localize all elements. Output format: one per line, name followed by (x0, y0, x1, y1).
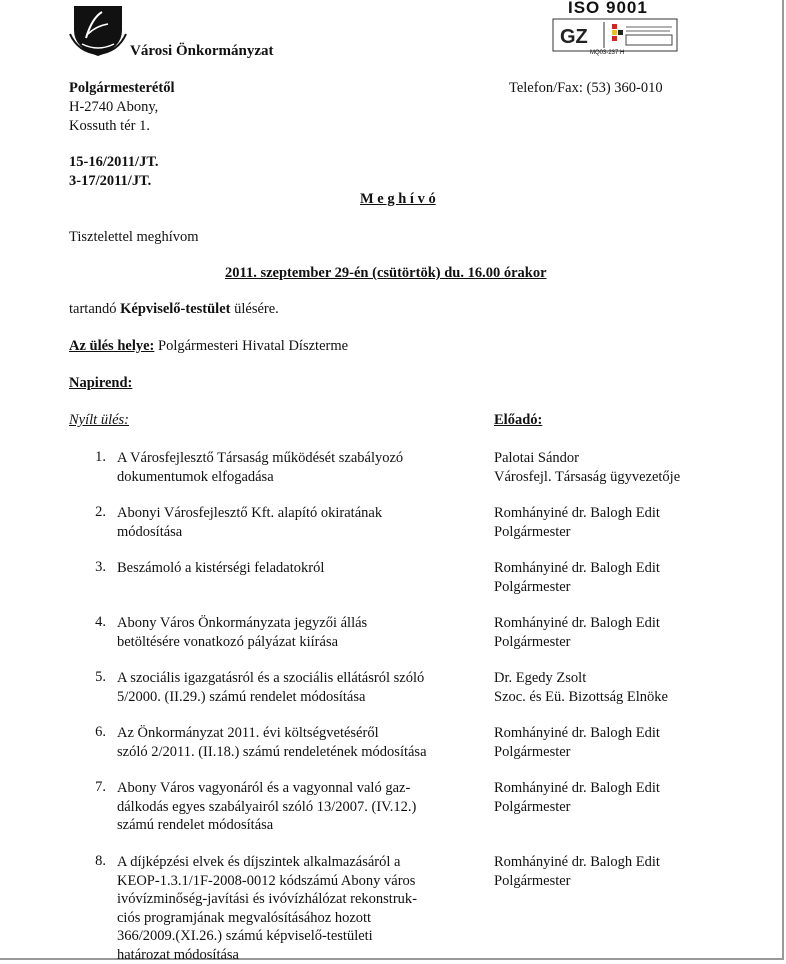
agenda-item-presenter (494, 559, 660, 596)
open-session-label: Nyílt ülés: (69, 412, 129, 429)
presenter-role: Városfejl. Társaság ügyvezetője (494, 468, 680, 487)
agenda-item-line: A szociális igazgatásról és a szociális ellátásról szóló (117, 669, 424, 688)
agenda-label: Napirend: (69, 375, 132, 392)
presenter-label: Előadó: (494, 412, 542, 429)
agenda-item-line: dokumentumok elfogadása (117, 468, 403, 487)
agenda-item-line: számú rendelet módosítása (117, 816, 416, 835)
address-line2: Kossuth tér 1. (69, 118, 150, 135)
agenda-item-text (117, 669, 424, 706)
presenter-name: Romhányiné dr. Balogh Edit (494, 559, 660, 578)
agenda-item-line: ivóvízminőség-javítási és ivóvízhálózat rekonstruk- (117, 890, 417, 909)
agenda-item-presenter (494, 504, 660, 541)
agenda-item-line: Abony Város Önkormányzata jegyzői állás (117, 614, 367, 633)
agenda-item-presenter (494, 779, 660, 816)
agenda-item-text (117, 504, 382, 541)
presenter-role: Polgármester (494, 798, 660, 817)
agenda-item-line: szóló 2/2011. (II.18.) számú rendeletének módosítása (117, 743, 427, 762)
agenda-item-presenter (494, 853, 660, 890)
coat-of-arms-icon (68, 4, 128, 58)
agenda-item-number: 6. (86, 724, 106, 741)
agenda-item-line: 5/2000. (II.29.) számú rendelet módosítása (117, 688, 424, 707)
address-line1: H-2740 Abony, (69, 99, 158, 116)
presenter-name: Palotai Sándor (494, 449, 680, 468)
session-line (69, 301, 279, 318)
presenter-name: Romhányiné dr. Balogh Edit (494, 779, 660, 798)
svg-text:GZ: GZ (560, 26, 588, 48)
presenter-name: Romhányiné dr. Balogh Edit (494, 724, 660, 743)
agenda-item-line: Abonyi Városfejlesztő Kft. alapító okiratának (117, 504, 382, 523)
agenda-item-line: dálkodás egyes szabályairól szóló 13/2007. (IV.12.) (117, 798, 416, 817)
agenda-item-number: 7. (86, 779, 106, 796)
agenda-item-text (117, 614, 367, 651)
agenda-item-text (117, 559, 324, 578)
agenda-item-number: 3. (86, 559, 106, 576)
presenter-role: Polgármester (494, 743, 660, 762)
agenda-item-number: 1. (86, 449, 106, 466)
venue-line (69, 338, 348, 355)
presenter-role: Polgármester (494, 523, 660, 542)
presenter-role: Polgármester (494, 872, 660, 891)
agenda-item-text (117, 724, 427, 761)
agenda-item-number: 4. (86, 614, 106, 631)
org-name: Városi Önkormányzat (130, 43, 273, 60)
iso-label: ISO 9001 (568, 0, 648, 18)
agenda-item-number: 5. (86, 669, 106, 686)
presenter-role: Polgármester (494, 633, 660, 652)
agenda-item-line: betöltésére vonatkozó pályázat kiírása (117, 633, 367, 652)
agenda-item-number: 8. (86, 853, 106, 870)
agenda-item-text (117, 779, 416, 835)
agenda-item-text (117, 853, 417, 964)
agenda-item-line: 366/2009.(XI.26.) számú képviselő-testületi (117, 927, 417, 946)
presenter-name: Dr. Egedy Zsolt (494, 669, 668, 688)
agenda-item-number: 2. (86, 504, 106, 521)
session-suffix: ülésére. (230, 301, 278, 317)
presenter-name: Romhányiné dr. Balogh Edit (494, 614, 660, 633)
agenda-item-presenter (494, 449, 680, 486)
agenda-item-line: A Városfejlesztő Társaság működését szabályozó (117, 449, 403, 468)
iso-code: MQ03-237 H (590, 50, 624, 56)
agenda-item-presenter (494, 614, 660, 651)
meeting-date: 2011. szeptember 29-én (csütörtök) du. 16.00 órakor (225, 265, 547, 282)
phone-fax: Telefon/Fax: (53) 360-010 (509, 80, 663, 97)
presenter-role: Szoc. és Eü. Bizottság Elnöke (494, 688, 668, 707)
agenda-item-line: KEOP-1.3.1/1F-2008-0012 kódszámú Abony város (117, 872, 417, 891)
sender-title: Polgármesterétől (69, 80, 174, 97)
agenda-item-line: A díjképzési elvek és díjszintek alkalmazásáról a (117, 853, 417, 872)
agenda-item-line: ciós programjának megvalósításához hozott (117, 909, 417, 928)
session-prefix: tartandó (69, 301, 120, 317)
presenter-role: Polgármester (494, 578, 660, 597)
agenda-item-presenter (494, 669, 668, 706)
venue-value: Polgármesteri Hivatal Díszterme (154, 338, 348, 354)
agenda-item-line: Az Önkormányzat 2011. évi költségvetéséről (117, 724, 427, 743)
reference-number: 3-17/2011/JT. (69, 173, 151, 190)
agenda-item-line: Abony Város vagyonáról és a vagyonnal való gaz- (117, 779, 416, 798)
agenda-item-line: Beszámoló a kistérségi feladatokról (117, 559, 324, 578)
session-body: Képviselő-testület (120, 301, 230, 317)
reference-number: 15-16/2011/JT. (69, 154, 159, 171)
agenda-item-line: határozat módosítása (117, 946, 417, 964)
agenda-item-presenter (494, 724, 660, 761)
agenda-item-text (117, 449, 403, 486)
agenda-item-line: módosítása (117, 523, 382, 542)
venue-label: Az ülés helye: (69, 338, 154, 354)
gz-certification-icon (552, 18, 678, 52)
presenter-name: Romhányiné dr. Balogh Edit (494, 853, 660, 872)
document-title: M e g h í v ó (360, 191, 436, 208)
greeting: Tisztelettel meghívom (69, 229, 199, 246)
iso-badge (546, 0, 678, 60)
presenter-name: Romhányiné dr. Balogh Edit (494, 504, 660, 523)
